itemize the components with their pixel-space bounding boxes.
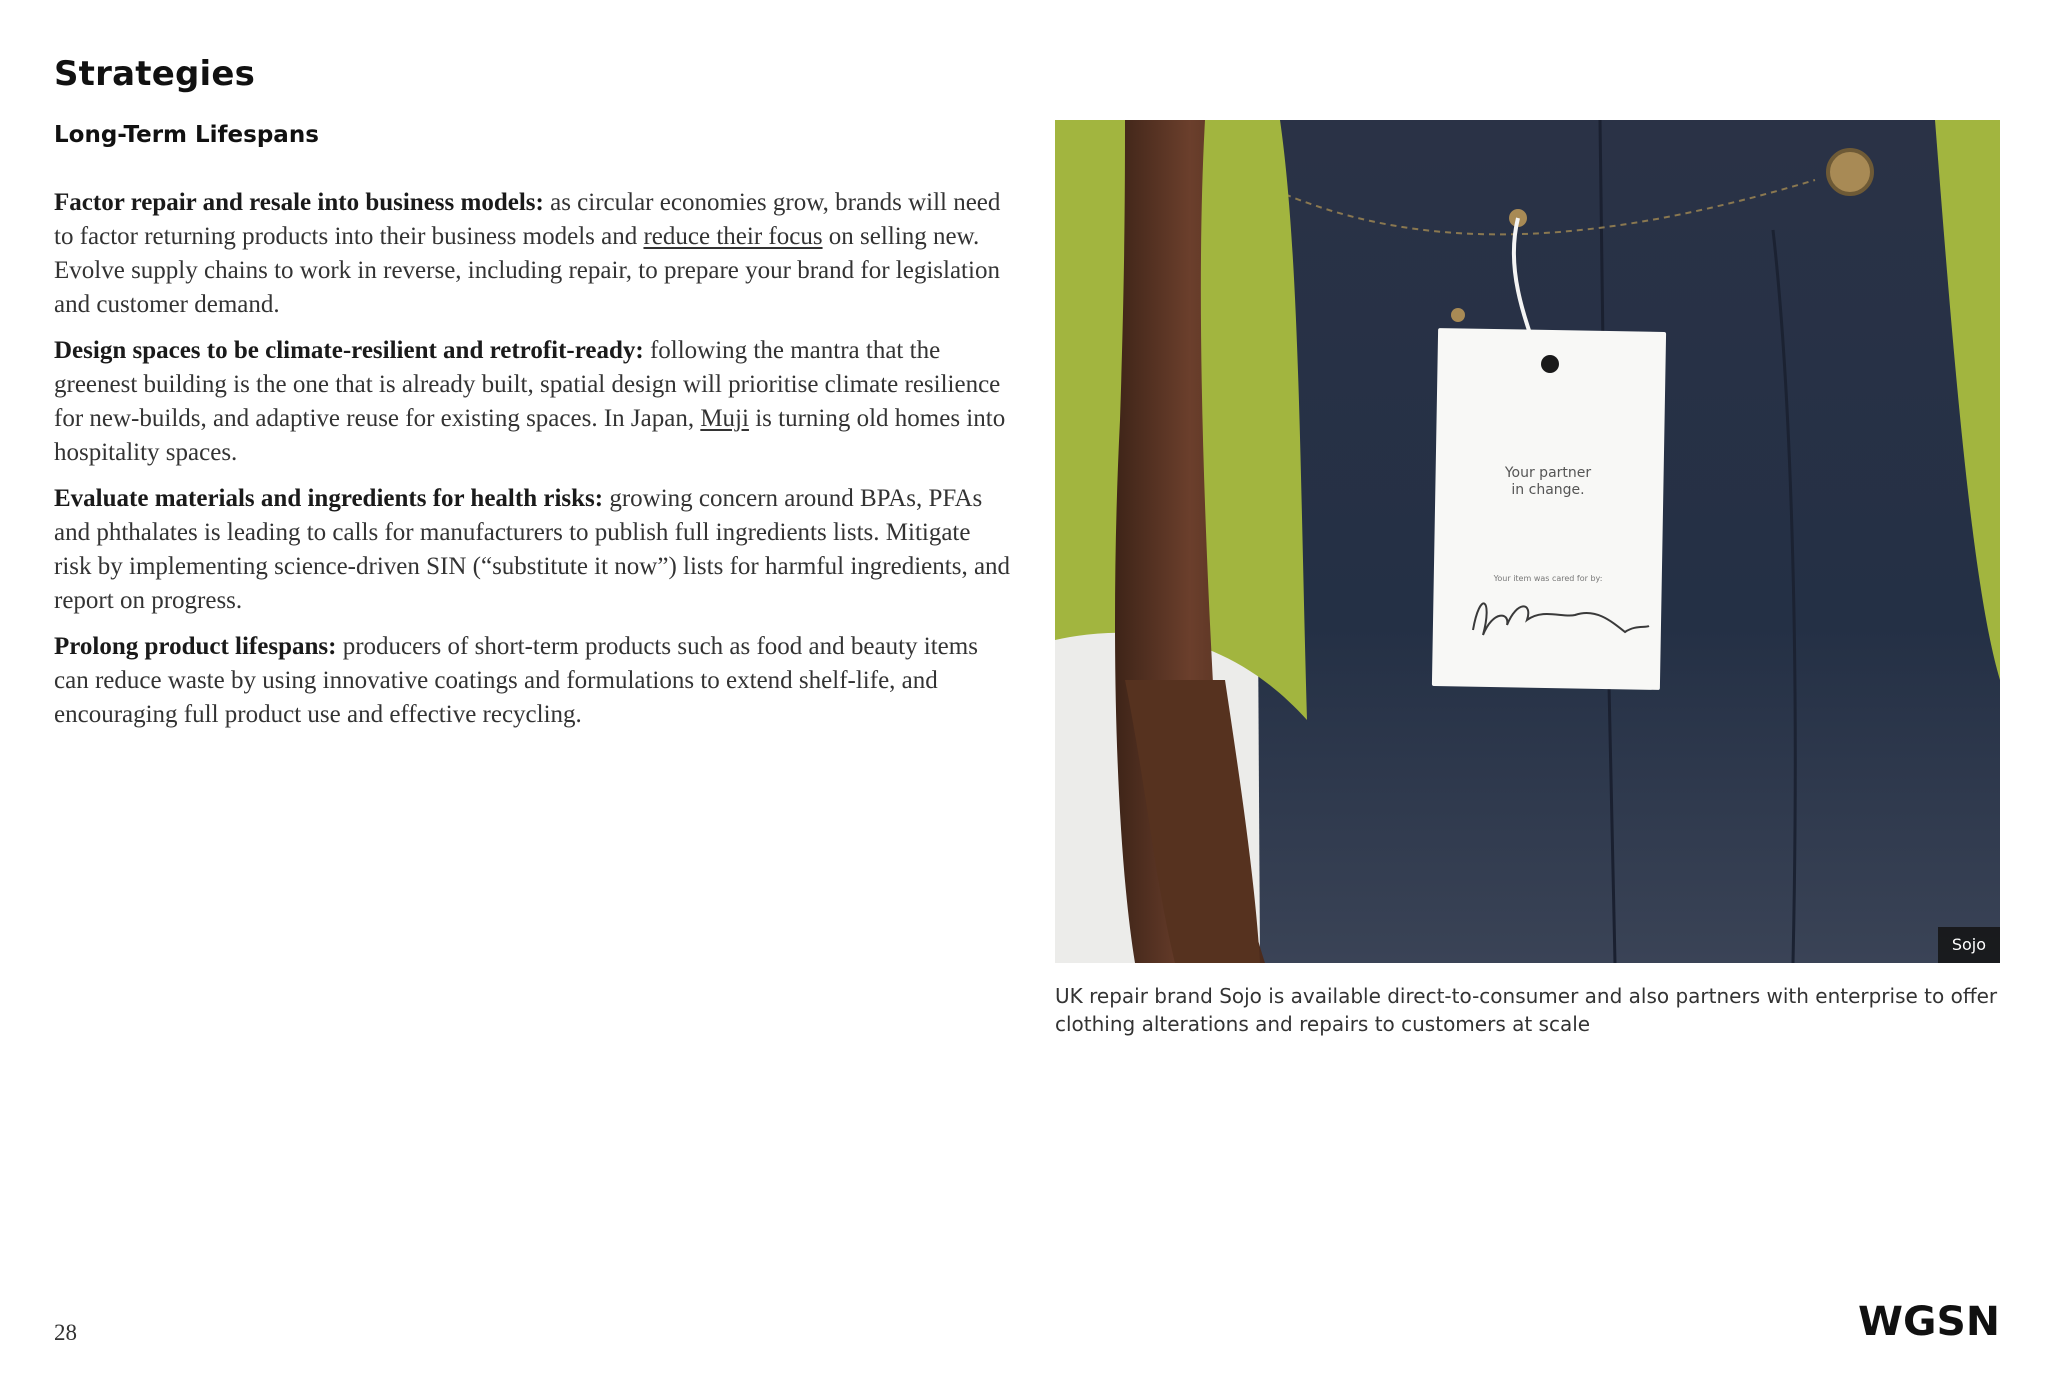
tag-line-1: Your partner	[1504, 465, 1592, 481]
section-title: Long-Term Lifespans	[54, 122, 319, 148]
strategy-body: on selling new. Evolve supply chains to work in reverse, including repair, to prepare your brand for legislation and customer demand.	[54, 223, 1000, 318]
strategy-heading: Prolong product lifespans:	[54, 633, 337, 660]
strategy-heading: Factor repair and resale into business models:	[54, 189, 544, 216]
image-caption: UK repair brand Sojo is available direct-to-consumer and also partners with enterprise to offer clothing alterations and repairs to customers at scale	[1055, 984, 1998, 1036]
swing-tag	[1432, 328, 1666, 690]
strategy-body: growing concern around BPAs, PFAs and phthalates is leading to calls for manufacturers to publish full ingredients lists. Mitigate risk by implementing science-driven SIN (“substitute it now”) lists for harmful ingredients, and report on progress.	[54, 485, 1011, 614]
strategy-body: as circular economies grow, brands will need to factor returning products into their business models and	[54, 189, 1001, 250]
strategy-paragraph	[54, 482, 1014, 618]
strategy-paragraph	[54, 630, 1014, 732]
photo-illustration	[1055, 120, 2000, 963]
tag-line-2: in change.	[1511, 482, 1585, 498]
tag-small-text: Your item was cared for by:	[1493, 574, 1603, 583]
page-title: Strategies	[54, 54, 256, 94]
jeans-button	[1828, 150, 1872, 194]
muji-link[interactable]: Muji	[700, 405, 749, 432]
strategy-body: following the mantra that the greenest building is the one that is already built, spatial design will prioritise climate resilience for new-builds, and adaptive reuse for existing spaces. In Japan,	[54, 337, 1001, 432]
wgsn-logo-text: WGSN	[1858, 1300, 2000, 1340]
photo-credit: Sojo	[1938, 927, 2000, 963]
page-number: 28	[54, 1320, 77, 1345]
strategy-body: producers of short-term products such as food and beauty items can reduce waste by using innovative coatings and formulations to extend shelf-life, and encouraging full product use and effective recycling.	[54, 633, 978, 728]
sojo-photo	[1055, 120, 2000, 963]
strategy-heading: Design spaces to be climate-resilient and retrofit-ready:	[54, 337, 644, 364]
wgsn-logo	[1858, 1300, 2000, 1340]
reduce-their-focus-link[interactable]: reduce their focus	[643, 223, 823, 250]
strategies-text	[54, 186, 1014, 744]
strategy-paragraph	[54, 334, 1014, 470]
strategy-paragraph	[54, 186, 1014, 322]
strategy-body: is turning old homes into hospitality spaces.	[54, 405, 1006, 466]
strategy-heading: Evaluate materials and ingredients for health risks:	[54, 485, 604, 512]
